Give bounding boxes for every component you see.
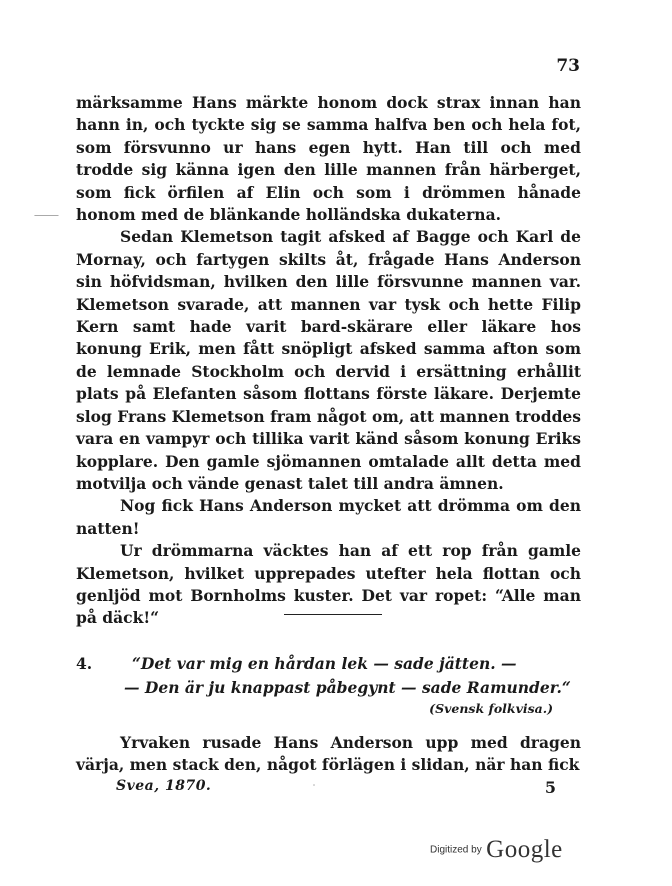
footer-signature-mark: 5 [544,778,556,797]
paragraph: märksamme Hans märkte honom dock strax innan han hann in, och tyckte sig se samma halfva ben och hela fot, som försvunno ur hans egen hytt. Han till och med trodde sig känna igen den lille mannen från härberget, som fick örfilen af Elin och som i drömmen hånade honom med de blänkande holländska dukaterna. [76,93,581,225]
page-footer [116,778,556,797]
stray-mark: ˙ [312,784,316,793]
chapter-text [76,732,581,777]
chapter-heading [76,652,581,718]
paragraph: Nog fick Hans Anderson mycket att drömma om den natten! [76,496,581,538]
paragraph: Yrvaken rusade Hans Anderson upp med dragen värja, men stack den, något förlägen i slidan, när han fick [76,733,581,775]
section-divider [284,614,382,615]
digitized-watermark [430,836,563,864]
epigraph-source: (Svensk folkvisa.) [429,701,553,716]
margin-mark: ⸻ [34,210,59,221]
paragraph: Sedan Klemetson tagit afsked af Bagge och Karl de Mornay, och fartygen skilts åt, frågade Hans Anderson sin höfvidsman, hvilken den lille försvunne mannen var. Klemetson svarade, att mannen var tysk och hette Filip Kern samt hade varit bard-skärare eller läkare hos konung Erik, men fått snöpligt afsked samma afton som de lemnade Stockholm och dervid i ersättning erhållit plats på Elefanten såsom flottans förste läkare. Derjemte slog Frans Klemetson fram något om, att mannen troddes vara en vampyr och tillika varit känd såsom konung Eriks kopplare. Den gamle sjömannen omtalade allt detta med motvilja och vände genast talet till andra ämnen. [76,227,581,493]
paragraph: Ur drömmarna väcktes han af ett rop från gamle Klemetson, hvilket upprepades utefter hela flottan och genljöd mot Bornholms kuster. Det var ropet: “Alle man på däck!“ [76,541,581,628]
page-number: 73 [556,56,580,76]
epigraph-line: — Den är ju knappast påbegynt — sade Ramunder.“ [124,678,571,697]
google-logo: Google [486,836,563,863]
main-text [76,92,581,630]
chapter-number: 4. [76,654,93,673]
watermark-prefix: Digitized by [430,844,482,856]
footer-signature: Svea, 1870. [116,778,212,794]
epigraph-line: “Det var mig en hårdan lek — sade jätten. — [132,654,517,673]
